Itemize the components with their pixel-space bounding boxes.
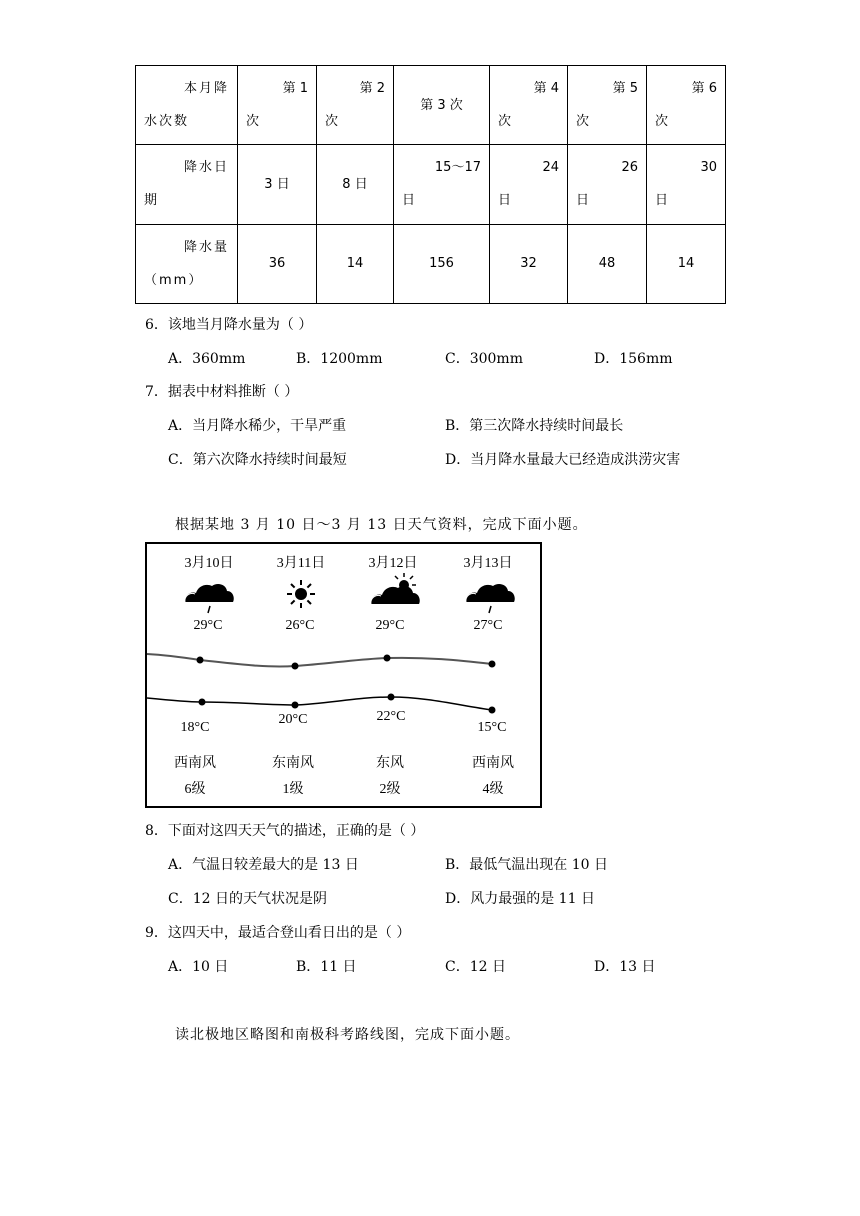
sun-icon xyxy=(287,580,315,608)
table-cell: 36 xyxy=(238,224,317,303)
weather-date: 3月13日 xyxy=(463,556,513,571)
table-cell: 第 2 次 xyxy=(317,66,394,145)
section-intro: 根据某地 3 月 10 日～3 月 13 日天气资料，完成下面小题。 xyxy=(175,517,588,533)
high-temp-point xyxy=(292,663,299,670)
table-cell: 156 xyxy=(394,224,490,303)
wind-direction: 东风 xyxy=(376,756,404,771)
low-temp-point xyxy=(292,702,299,709)
table-cell: 第 1 次 xyxy=(238,66,317,145)
question-6-stem: 6．该地当月降水量为（ ） xyxy=(145,317,313,333)
question-8-stem: 8．下面对这四天天气的描述，正确的是（ ） xyxy=(145,823,425,839)
question-8-option-d[interactable]: D．风力最强的是 11 日 xyxy=(445,891,595,907)
question-6-option-c[interactable]: C．300mm xyxy=(445,351,523,367)
table-cell: 14 xyxy=(647,224,726,303)
weather-figure xyxy=(145,542,542,808)
question-9-option-d[interactable]: D．13 日 xyxy=(594,959,656,975)
table-cell: 3 日 xyxy=(238,145,317,224)
table-cell: 第 3 次 xyxy=(394,66,490,145)
question-9-stem: 9．这四天中，最适合登山看日出的是（ ） xyxy=(145,925,411,941)
row-header: 降水量 （mm） xyxy=(136,224,238,303)
table-cell: 30 日 xyxy=(647,145,726,224)
table-cell: 8 日 xyxy=(317,145,394,224)
question-7-option-c[interactable]: C．第六次降水持续时间最短 xyxy=(168,452,347,468)
table-cell: 第 5 次 xyxy=(568,66,647,145)
low-temp-curve xyxy=(147,697,492,710)
high-temp-point xyxy=(197,657,204,664)
low-temp-label: 15°C xyxy=(477,720,507,735)
low-temp-label: 20°C xyxy=(278,712,308,727)
cloud-rain-icon xyxy=(466,584,515,613)
low-temp-point xyxy=(489,707,496,714)
rainfall-table xyxy=(135,65,726,304)
wind-direction: 东南风 xyxy=(272,756,314,771)
table-cell: 14 xyxy=(317,224,394,303)
high-temp-label: 27°C xyxy=(473,618,503,633)
table-cell: 24 日 xyxy=(490,145,568,224)
wind-level: 1级 xyxy=(282,782,304,797)
wind-level: 4级 xyxy=(482,782,504,797)
question-9-option-a[interactable]: A．10 日 xyxy=(168,959,229,975)
question-6-option-d[interactable]: D．156mm xyxy=(594,351,673,367)
low-temp-label: 22°C xyxy=(376,709,406,724)
row-header: 降水日 期 xyxy=(136,145,238,224)
table-cell: 26 日 xyxy=(568,145,647,224)
wind-level: 2级 xyxy=(379,782,401,797)
wind-direction: 西南风 xyxy=(472,756,514,771)
weather-date: 3月11日 xyxy=(276,556,326,571)
row-header: 本月降 水次数 xyxy=(136,66,238,145)
high-temp-label: 29°C xyxy=(193,618,223,633)
table-cell: 32 xyxy=(490,224,568,303)
weather-date: 3月12日 xyxy=(368,556,418,571)
table-row xyxy=(136,224,726,303)
question-6-option-a[interactable]: A．360mm xyxy=(168,351,246,367)
table-cell: 15～17 日 xyxy=(394,145,490,224)
weather-date: 3月10日 xyxy=(184,556,234,571)
high-temp-label: 26°C xyxy=(285,618,315,633)
low-temp-point xyxy=(388,694,395,701)
table-cell: 第 6 次 xyxy=(647,66,726,145)
question-7-option-a[interactable]: A．当月降水稀少，干旱严重 xyxy=(168,418,347,434)
question-7-option-b[interactable]: B．第三次降水持续时间最长 xyxy=(445,418,624,434)
low-temp-label: 18°C xyxy=(180,720,210,735)
high-temp-point xyxy=(384,655,391,662)
question-7-stem: 7．据表中材料推断（ ） xyxy=(145,384,299,400)
table-row xyxy=(136,66,726,145)
table-row xyxy=(136,145,726,224)
question-8-option-c[interactable]: C．12 日的天气状况是阴 xyxy=(168,891,327,907)
question-6-option-b[interactable]: B．1200mm xyxy=(296,351,383,367)
high-temp-point xyxy=(489,661,496,668)
cloud-rain-icon xyxy=(185,584,234,613)
section-intro: 读北极地区略图和南极科考路线图，完成下面小题。 xyxy=(175,1027,520,1043)
wind-direction: 西南风 xyxy=(174,756,216,771)
question-9-option-b[interactable]: B．11 日 xyxy=(296,959,357,975)
high-temp-label: 29°C xyxy=(375,618,405,633)
wind-level: 6级 xyxy=(184,782,206,797)
low-temp-point xyxy=(199,699,206,706)
table-cell: 第 4 次 xyxy=(490,66,568,145)
question-7-option-d[interactable]: D．当月降水量最大已经造成洪涝灾害 xyxy=(445,452,681,468)
sun-cloud-icon xyxy=(371,573,420,604)
table-cell: 48 xyxy=(568,224,647,303)
question-8-option-b[interactable]: B．最低气温出现在 10 日 xyxy=(445,857,609,873)
question-9-option-c[interactable]: C．12 日 xyxy=(445,959,506,975)
question-8-option-a[interactable]: A．气温日较差最大的是 13 日 xyxy=(168,857,359,873)
